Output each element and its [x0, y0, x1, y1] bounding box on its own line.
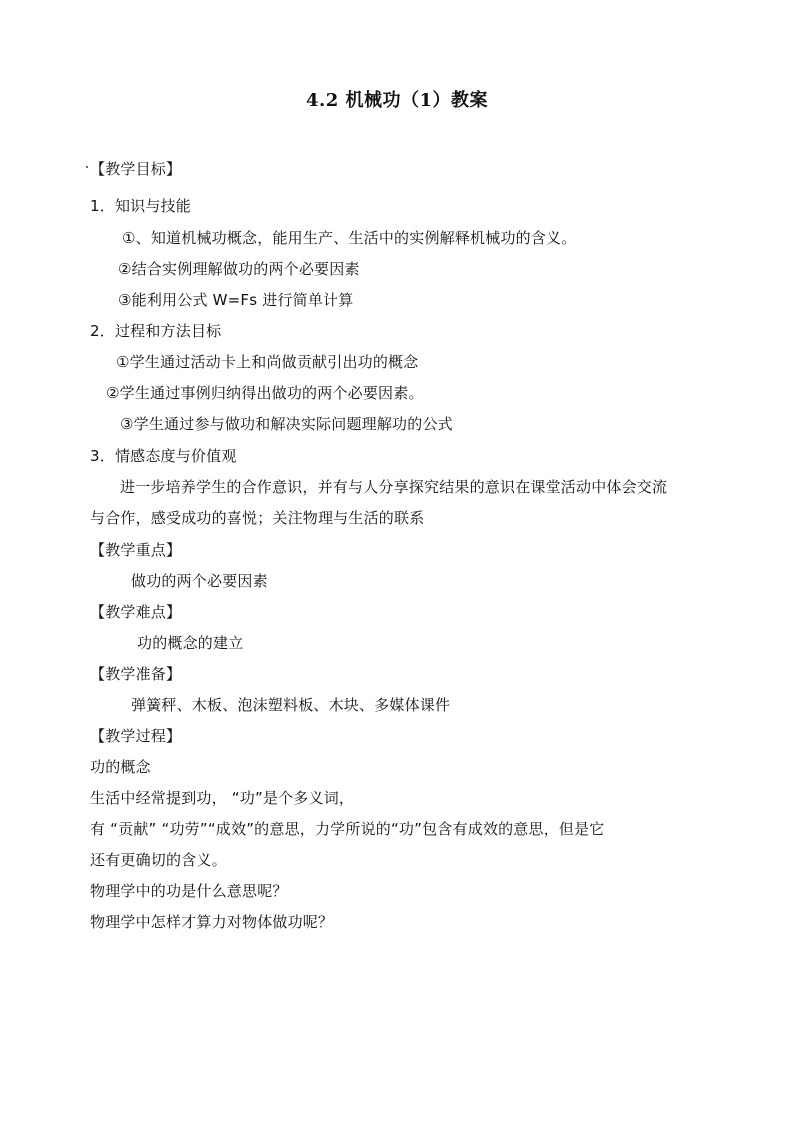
process-text-line2: 有 “贡献” “功劳”“成效”的意思，力学所说的“功”包含有成效的意思，但是它: [90, 820, 605, 838]
teaching-process-heading: 【教学过程】: [90, 727, 182, 745]
difficulty-text: 功的概念的建立: [137, 634, 244, 652]
knowledge-item-1: ①、知道机械功概念，能用生产、生活中的实例解释机械功的含义。: [122, 229, 577, 247]
process-objective-heading: 2．过程和方法目标: [90, 322, 222, 340]
process-item-1: ①学生通过活动卡上和尚做贡献引出功的概念: [116, 353, 419, 371]
preparation-text: 弹簧秤、木板、泡沫塑料板、木块、多媒体课件: [131, 696, 451, 714]
key-point-heading: 【教学重点】: [90, 541, 182, 559]
process-text-line1: 生活中经常提到功， “功”是个多义词，: [90, 789, 355, 807]
difficulty-heading: 【教学难点】: [90, 603, 182, 621]
bullet-mark: [86, 166, 88, 168]
emotion-text-line2: 与合作，感受成功的喜悦；关注物理与生活的联系: [90, 509, 425, 527]
knowledge-item-3: ③能利用公式 W=Fs 进行简单计算: [118, 291, 354, 309]
question-1: 物理学中的功是什么意思呢？: [90, 882, 288, 900]
emotion-heading: 3．情感态度与价值观: [90, 447, 237, 465]
process-item-2: ②学生通过事例归纳得出做功的两个必要因素。: [106, 384, 424, 402]
question-2: 物理学中怎样才算力对物体做功呢？: [90, 913, 334, 931]
knowledge-item-2: ②结合实例理解做功的两个必要因素: [118, 260, 360, 278]
objectives-heading: 【教学目标】: [90, 160, 182, 178]
key-point-text: 做功的两个必要因素: [131, 572, 268, 590]
knowledge-heading: 1．知识与技能: [90, 197, 191, 215]
concept-subheading: 功的概念: [90, 758, 151, 776]
process-text-line3: 还有更确切的含义。: [90, 851, 227, 869]
emotion-text-line1: 进一步培养学生的合作意识，并有与人分享探究结果的意识在课堂活动中体会交流: [120, 478, 668, 496]
document-title: 4.2 机械功（1）教案: [305, 90, 489, 111]
process-item-3: ③学生通过参与做功和解决实际问题理解功的公式: [120, 415, 453, 433]
preparation-heading: 【教学准备】: [90, 665, 182, 683]
